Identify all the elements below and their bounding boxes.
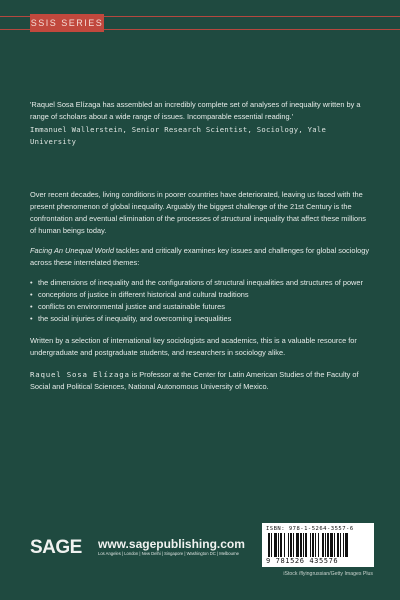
author-bio <box>30 369 374 393</box>
barcode-bar <box>345 533 348 557</box>
barcode-bar <box>290 533 292 557</box>
book-title: Facing An Unequal World <box>30 246 114 255</box>
barcode-bar <box>271 533 272 557</box>
back-cover-text <box>30 99 374 393</box>
publisher-cities: Los Angeles | London | New Delhi | Singapore | Washington DC | Melbourne <box>98 551 239 556</box>
barcode-bar <box>293 533 294 557</box>
barcode-bar <box>305 533 307 557</box>
intro-paragraph: Over recent decades, living conditions in poorer countries have deteriorated, leaving us faced with the present phenomenon of global inequality. Arguably the biggest challenge of the 21st Century is the confrontation and eventual elimination of the processes of structural inequality that affect these millions of human beings today. <box>30 190 366 235</box>
publisher-logo <box>30 537 260 559</box>
barcode-bar <box>288 533 289 557</box>
barcode <box>262 523 374 567</box>
barcode-bar <box>268 533 270 557</box>
barcode-bar <box>280 533 282 557</box>
themes-list <box>30 277 374 325</box>
barcode-bar <box>334 533 335 557</box>
theme-item: • the social injuries of inequality, and overcoming inequalities <box>30 313 374 325</box>
barcode-bar <box>330 533 333 557</box>
barcode-bar <box>315 533 316 557</box>
barcode-bar <box>327 533 329 557</box>
endorsement-quote <box>30 99 374 147</box>
barcode-digits: 9 781526 435576 <box>266 557 339 565</box>
quote-attribution: Immanuel Wallerstein, Senior Research Scientist, Sociology, Yale University <box>30 125 327 146</box>
barcode-bar <box>296 533 299 557</box>
image-credit: iStock /flyingrussian/Getty Images Plus <box>283 571 373 577</box>
barcode-bar <box>278 533 279 557</box>
theme-item: • conceptions of justice in different historical and cultural traditions <box>30 289 374 301</box>
author-name: Raquel Sosa Elízaga <box>30 370 130 379</box>
barcode-bar <box>274 533 277 557</box>
themes-intro <box>30 245 374 269</box>
publisher-url: www.sagepublishing.com <box>98 537 245 551</box>
sage-logo: SAGE <box>30 537 82 558</box>
author-bio-text: is Professor at the Center for Latin American Studies of the Faculty of Social and Political Sciences, National Autonomous University of Mexico. <box>30 370 359 391</box>
barcode-bar <box>310 533 311 557</box>
quote-text: 'Raquel Sosa Elízaga has assembled an incredibly complete set of analyses of inequality written by a range of scholars about a wide range of issues. Incomparable essential reading.' <box>30 100 361 121</box>
themes-intro-text: tackles and critically examines key issues and challenges for global sociology across these interrelated themes: <box>30 246 370 267</box>
barcode-bar <box>343 533 344 557</box>
barcode-bar <box>337 533 339 557</box>
theme-item: • conflicts on environmental justice and sustainable futures <box>30 301 374 313</box>
theme-item: • the dimensions of inequality and the configurations of structural inequalities and structures of power <box>30 277 374 289</box>
barcode-bar <box>322 533 324 557</box>
barcode-bar <box>318 533 319 557</box>
audience-paragraph: Written by a selection of international key sociologists and academics, this is a valuable resource for undergraduate and postgraduate students, and researchers in sociology alike. <box>30 336 357 357</box>
barcode-bar <box>300 533 302 557</box>
barcode-bar <box>312 533 314 557</box>
barcode-bar <box>303 533 304 557</box>
barcode-bars <box>266 533 370 557</box>
barcode-bar <box>325 533 326 557</box>
barcode-bar <box>284 533 285 557</box>
series-label: SSIS SERIES <box>30 14 104 32</box>
barcode-bar <box>340 533 341 557</box>
isbn-label: ISBN: 978-1-5264-3557-6 <box>266 526 354 532</box>
